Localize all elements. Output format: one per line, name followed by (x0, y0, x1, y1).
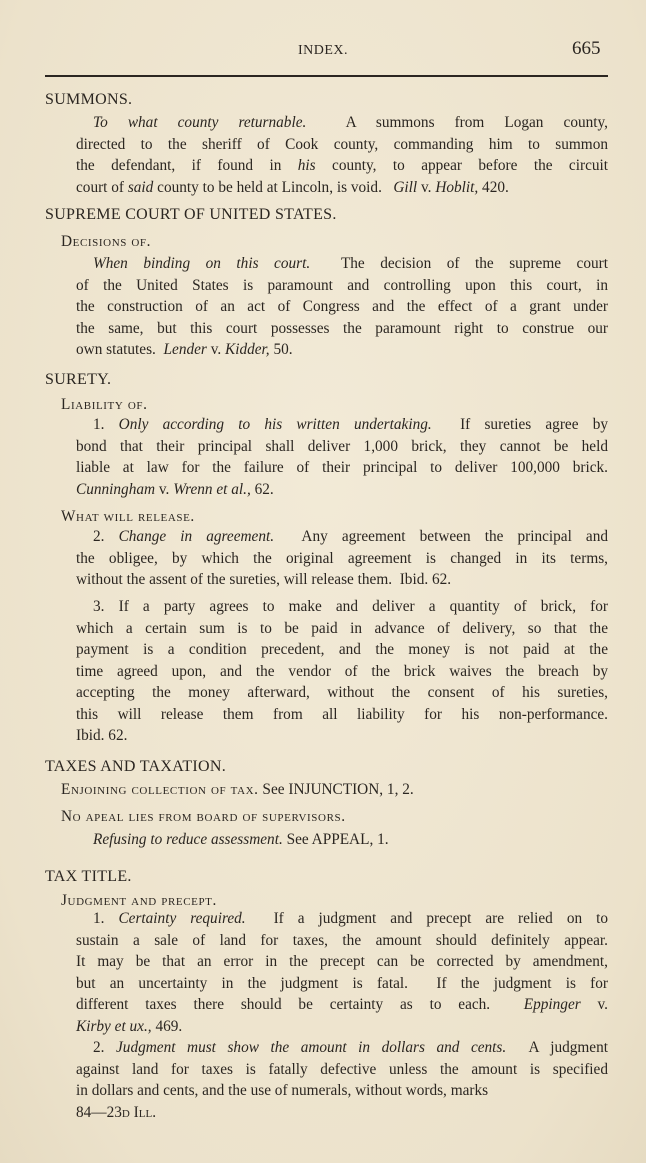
text-line (76, 253, 608, 275)
text-line (76, 275, 608, 297)
text: 469. (151, 1017, 183, 1035)
text: v. (155, 480, 174, 498)
small-caps-text: Judgment and precept. (61, 892, 217, 909)
text-line (76, 155, 608, 177)
text: but an uncertainty in the judgment is fatal. If the judgment is for (76, 974, 608, 992)
text: If a judgment and precept are relied on to (245, 910, 608, 927)
italic-text: Lender (163, 341, 207, 358)
text-line (76, 318, 608, 340)
italic-text: Certainty required. (118, 910, 246, 927)
text-line (76, 112, 608, 134)
text-line (76, 436, 608, 458)
text: against land for taxes is fatally defective unless the amount is specified (76, 1060, 608, 1078)
text: v. (417, 178, 436, 196)
text-line (76, 1080, 608, 1102)
text: sustain a sale of land for taxes, the amount should definitely appear. (76, 931, 608, 949)
text: Ibid. 62. (76, 727, 128, 744)
text-line (76, 596, 608, 618)
text-line (76, 479, 608, 501)
text-line (76, 639, 608, 661)
text: liable at law for the failure of their principal to deliver 100,000 brick. (76, 459, 608, 476)
text: v. (206, 341, 226, 358)
text-line (76, 569, 608, 591)
italic-text: Judgment must show the amount in dollars and cents. (116, 1039, 507, 1056)
italic-text: Only according to his written undertaking. (118, 416, 432, 433)
text-line (76, 930, 608, 952)
text: 1. (93, 416, 119, 433)
text: accepting the money afterward, without the consent of his sureties, (76, 684, 608, 701)
index-subheading (61, 231, 608, 253)
text: 2. (93, 1039, 117, 1056)
text: 2. (93, 528, 119, 545)
signature-mark: 84—23d Ill. (76, 1104, 157, 1121)
index-entry-paragraph (76, 1037, 608, 1102)
italic-text: Wrenn et al., (173, 480, 251, 498)
text: county, to appear before the circuit (315, 157, 609, 174)
text: directed to the sheriff of Cook county, commanding him to summon (76, 135, 608, 153)
text-line (76, 973, 608, 995)
italic-text: Kidder, (225, 341, 270, 358)
text: payment is a condition precedent, and the money is not paid at the (76, 641, 608, 658)
text: the construction of an act of Congress and the effect of a grant under (76, 298, 608, 315)
text: the same, but this court possesses the paramount right to construe our (76, 319, 608, 337)
text-line (76, 1037, 608, 1059)
index-entry-paragraph (76, 908, 608, 1037)
text: the obligee, by which the original agreement is changed in its terms, (76, 549, 608, 567)
text-line (76, 548, 608, 570)
small-caps-text: Liability of. (61, 396, 148, 413)
running-header: INDEX. (297, 43, 349, 58)
text: the defendant, if found in (76, 157, 298, 174)
text: 1. (93, 910, 119, 927)
text: v. (580, 996, 608, 1013)
text-line (76, 951, 608, 973)
text: 50. (269, 341, 293, 358)
index-entry-paragraph (76, 414, 608, 500)
text: The decision of the supreme court (310, 255, 608, 272)
index-heading: TAX TITLE. (45, 868, 132, 885)
index-entry-paragraph (76, 526, 608, 591)
index-heading: TAXES AND TAXATION. (45, 758, 227, 775)
text-line (76, 339, 608, 361)
index-entry-paragraph (76, 112, 608, 198)
text: of the United States is paramount and controlling upon this court, in (76, 276, 608, 294)
text-line (76, 526, 608, 548)
text-line (76, 296, 608, 318)
text-line (76, 682, 608, 704)
text: different taxes there should be certainty as to each. (76, 996, 524, 1013)
text-line (76, 134, 608, 156)
italic-text: said (127, 178, 154, 196)
small-caps-text: Decisions of. (61, 233, 152, 250)
text: bond that their principal shall deliver 1,000 brick, they cannot be held (76, 437, 608, 455)
text: court of (76, 178, 128, 196)
index-entry (93, 829, 608, 851)
index-heading: SUMMONS. (45, 91, 133, 108)
text: See APPEAL, 1. (282, 831, 389, 848)
small-caps-text: No apeal lies from board of supervisors. (61, 808, 346, 825)
text-line (76, 177, 608, 199)
text-line (76, 457, 608, 479)
text: which a certain sum is to be paid in advance of delivery, so that the (76, 619, 608, 637)
small-caps-text: Enjoining collection of tax. (61, 781, 259, 798)
index-heading: SURETY. (45, 371, 112, 388)
text: 420. (478, 178, 509, 196)
italic-text: Hoblit, (435, 178, 479, 196)
italic-text: Cunningham (76, 480, 156, 498)
italic-text: To what county returnable. (93, 114, 307, 131)
text: See INJUNCTION, 1, 2. (258, 781, 414, 798)
text: own statutes. (76, 341, 164, 358)
index-subheading (61, 779, 608, 801)
italic-text: his (297, 157, 316, 174)
text: 3. If a party agrees to make and deliver a quantity of brick, for (93, 598, 608, 615)
italic-text: Eppinger (523, 996, 581, 1013)
text: It may be that an error in the precept can be corrected by amendment, (76, 953, 608, 970)
index-entry-paragraph (76, 253, 608, 361)
index-heading: SUPREME COURT OF UNITED STATES. (45, 206, 337, 223)
italic-text: Change in agreement. (118, 528, 275, 545)
italic-text: When binding on this court. (93, 255, 311, 272)
text: If sureties agree by (431, 416, 608, 433)
small-caps-text: What will release. (61, 508, 195, 525)
text: 62. (250, 480, 274, 498)
text: without the assent of the sureties, will release them. Ibid. 62. (76, 571, 452, 588)
text: in dollars and cents, and the use of numerals, without words, marks (76, 1082, 489, 1099)
index-subheading (61, 806, 608, 828)
index-subheading (61, 394, 608, 416)
text: county to be held at Lincoln, is void. (153, 178, 394, 196)
text-line (76, 725, 608, 747)
header-rule (45, 75, 608, 77)
italic-text: Refusing to reduce assessment. (93, 831, 283, 848)
index-entry-paragraph (76, 596, 608, 747)
text-line (76, 618, 608, 640)
page-number: 665 (572, 38, 601, 59)
text-line (76, 414, 608, 436)
text: time agreed upon, and the vendor of the brick waives the breach by (76, 662, 608, 680)
text: this will release them from all liability for his non-performance. (76, 705, 608, 723)
text-line (76, 1016, 608, 1038)
italic-text: Gill (393, 178, 418, 196)
text-line (76, 1059, 608, 1081)
text-line (76, 704, 608, 726)
text: A summons from Logan county, (306, 114, 608, 131)
italic-text: Kirby et ux., (76, 1017, 152, 1035)
text-line (76, 908, 608, 930)
text: A judgment (506, 1039, 608, 1056)
index-subheading (61, 506, 608, 528)
text-line (76, 994, 608, 1016)
text: Any agreement between the principal and (274, 528, 609, 545)
text-line (76, 661, 608, 683)
